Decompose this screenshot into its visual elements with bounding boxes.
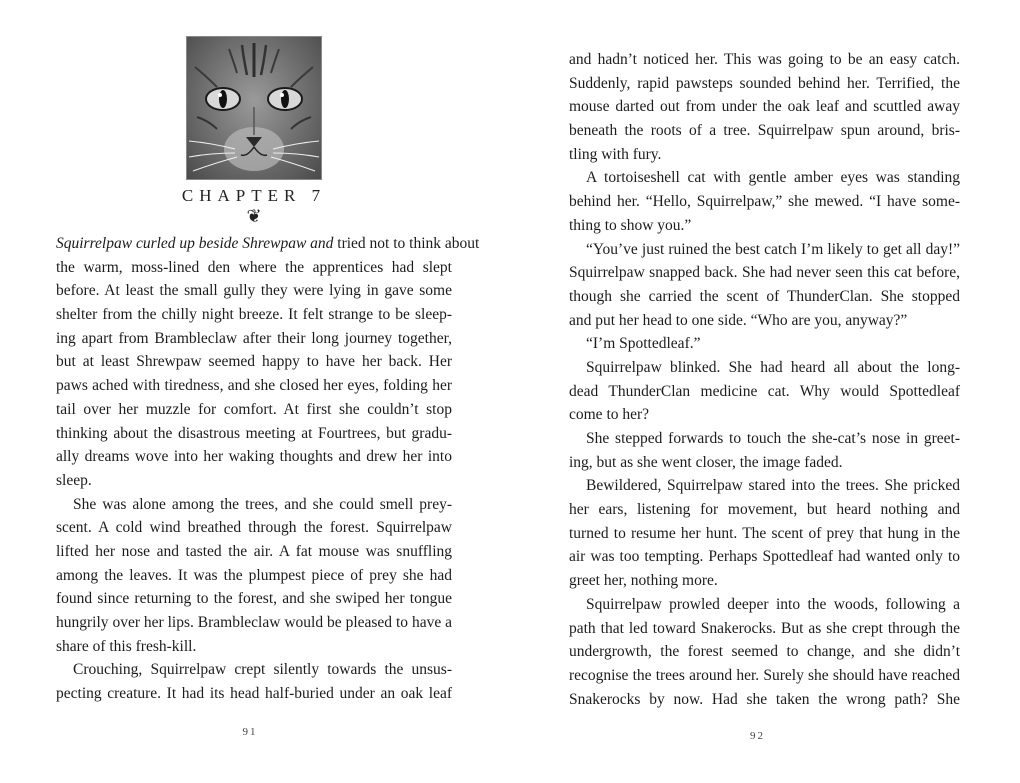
text-line: Squirrelpaw snapped back. She had never seen this cat before, [569, 264, 960, 282]
text-line: mouse darted out from under the oak leaf and scuttled away [569, 98, 960, 116]
fleuron-ornament-icon: ❦ [246, 206, 262, 226]
opening-line-rest: tried not to think about [333, 235, 480, 252]
text-line: dead ThunderClan medicine cat. Why would Spottedleaf [569, 382, 960, 400]
text-line: the warm, moss-lined den where the apprentices had slept [56, 258, 452, 276]
text-line: tail over her muzzle for comfort. At first she couldn’t stop [56, 400, 452, 418]
text-line: scent. A cold wind breathed through the forest. Squirrelpaw [56, 519, 452, 537]
text-line: A tortoiseshell cat with gentle amber eyes was standing [586, 169, 960, 187]
chapter-opening-italic: Squirrelpaw curled up beside Shrewpaw and [56, 235, 334, 252]
text-line: recognise the trees around her. Surely she should have reached [569, 666, 960, 684]
left-body-text [56, 232, 480, 706]
text-line: Suddenly, rapid pawsteps sounded behind her. Terrified, the [569, 74, 960, 92]
text-line: undergrowth, the forest seemed to change, and she didn’t [569, 643, 960, 661]
text-line: shelter from the chilly night breeze. It felt strange to be sleep- [56, 306, 452, 324]
right-page [569, 0, 960, 783]
left-page [56, 0, 480, 783]
text-line: found since returning to the forest, and she swiped her tongue [56, 590, 452, 608]
text-line: Squirrelpaw blinked. She had heard all about the long- [586, 358, 960, 376]
text-line: Crouching, Squirrelpaw crept silently towards the unsus- [73, 661, 452, 679]
text-line: She stepped forwards to touch the she-cat’s nose in greet- [586, 430, 960, 447]
text-line: air was too tempting. Perhaps Spottedleaf had wanted only to [569, 548, 960, 566]
text-line: among the leaves. It was the plumpest piece of prey she had [56, 566, 452, 584]
page-number: 91 [242, 726, 258, 738]
text-line: tling with fury. [569, 145, 662, 163]
text-line: but at least Shrewpaw seemed happy to have her back. Her [56, 353, 452, 371]
text-line: Snakerocks by now. Had she taken the wrong path? She [569, 690, 960, 708]
text-line: thinking about the disastrous meeting at Fourtrees, but gradu- [56, 424, 452, 442]
text-line: Squirrelpaw prowled deeper into the woods, following a [586, 595, 960, 613]
text-line: ing apart from Brambleclaw after their long journey together, [56, 329, 452, 347]
text-line: pecting creature. It had its head half-buried under an oak leaf [56, 685, 452, 703]
text-line: come to her? [569, 406, 650, 424]
text-line: Bewildered, Squirrelpaw stared into the trees. She pricked [586, 477, 960, 495]
text-line: share of this fresh-kill. [56, 637, 197, 655]
text-line: lifted her nose and tasted the air. A fat mouse was snuffling [56, 542, 452, 560]
text-line: turned to resume her hunt. The scent of prey that hung in the [569, 524, 960, 542]
cat-face-drawing [187, 37, 321, 179]
page-number: 92 [750, 730, 765, 742]
text-line: path that led toward Snakerocks. But as she crept through the [569, 619, 960, 637]
text-line: sleep. [56, 471, 92, 489]
text-line: beneath the roots of a tree. Squirrelpaw spun around, bris- [569, 122, 960, 140]
text-line: behind her. “Hello, Squirrelpaw,” she mewed. “I have some- [569, 193, 960, 211]
right-body-text [569, 48, 960, 711]
text-line: though she carried the scent of ThunderClan. She stopped [569, 287, 960, 305]
text-line: hungrily over her lips. Brambleclaw would be pleased to have a [56, 614, 452, 631]
text-line: paws ached with tiredness, and she closed her eyes, folding her [56, 377, 452, 395]
text-line: and hadn’t noticed her. This was going to be an easy catch. [569, 51, 960, 68]
cat-face-illustration [186, 36, 322, 180]
chapter-heading: CHAPTER 7 [181, 186, 327, 205]
text-line: ally dreams wove into her waking thoughts and drew her into [56, 448, 452, 466]
text-line: greet her, nothing more. [569, 572, 718, 590]
text-line: and put her head to one side. “Who are you, anyway?” [569, 311, 908, 329]
text-line: “I’m Spottedleaf.” [586, 335, 701, 353]
text-line: ing, but as she went closer, the image faded. [569, 453, 843, 471]
text-line: thing to show you.” [569, 216, 692, 234]
text-line [56, 232, 480, 256]
text-line: before. At least the small gully they were lying in gave some [56, 282, 452, 300]
text-line: “You’ve just ruined the best catch I’m likely to get all day!” [586, 240, 960, 258]
text-line: her ears, listening for movement, but heard nothing and [569, 501, 960, 519]
text-line: She was alone among the trees, and she could smell prey- [73, 495, 452, 513]
